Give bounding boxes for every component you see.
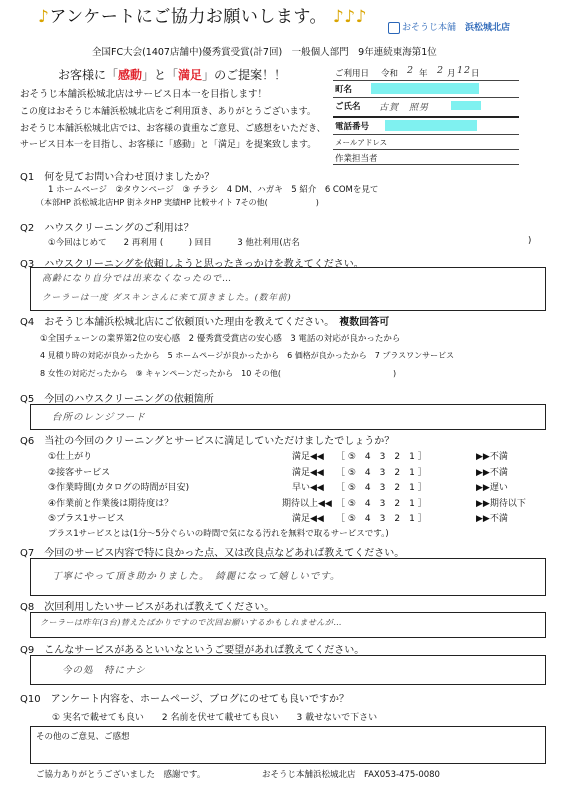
q4-question: Q4 おそうじ本舗浜松城北店にご依頼頂いた理由を教えてください。 複数回答可 [20, 317, 390, 328]
q2-options: ①今回はじめて 2 再利用 ( ) 回目 3 他社利用(店名 [48, 238, 300, 248]
q5-question: Q5 今回のハウスクリーニングの依頼箇所 [20, 394, 214, 405]
footer-thanks: ご協力ありがとうございました 感謝です。 [36, 770, 206, 780]
q7-answer: 丁寧にやって頂き助かりました。 綺麗になって嬉しいです。 [52, 571, 341, 582]
q6-rating-scale: ［ ⑤ 4 3 2 1 ］ [336, 514, 427, 524]
q4-options-1: ①全国チェーンの業界第2位の安心感 2 優秀賞受賞店の安心感 3 電話の対応が良かったから [40, 334, 401, 344]
q6-item-label: ①仕上がり [48, 452, 93, 462]
q6-rating-scale: ［ ⑤ 4 3 2 1 ］ [336, 467, 427, 478]
q6-left-label: 早い◀◀ [292, 483, 324, 493]
q4-options-2: 4 見積り時の対応が良かったから 5 ホームページが良かったから 6 価格が良かったから 7 プラスワンサービス [40, 351, 455, 360]
redaction-highlight [451, 101, 481, 110]
q6-question: Q6 当社の今回のクリーニングとサービスに満足していただけましたでしょうか？ [20, 436, 395, 447]
customer-info [333, 65, 519, 165]
q4-options-3: 8 女性の対応だったから ⑨ キャンペーンだったから 10 その他( ) [40, 369, 397, 378]
q8-question: Q8 次回利用したいサービスがあれば教えてください。 [20, 602, 275, 613]
q9-question: Q9 こんなサービスがあるといいなというご要望があれば教えてください。 [20, 645, 365, 656]
q2-close-paren: ) [528, 236, 532, 246]
award-line: 全国FC大会(1407店舗中)優秀賞受賞(計7回) 一般個人部門 9年連続東海第1位 [92, 47, 437, 58]
q6-left-label: 満足◀◀ [292, 514, 324, 524]
staff-row: 作業担当者 [333, 150, 519, 165]
q6-rating-scale: ［ ⑤ 4 3 2 1 ］ [336, 483, 427, 493]
intro-heading: お客様に「感動」と「満足」のご提案！！ [58, 68, 287, 82]
q6-note: プラス1サービスとは(1分～5分ぐらいの時間で気になる汚れを無料で取るサービスです。) [48, 529, 389, 539]
intro-line-3: この度はおそうじ本舗浜松城北店をご利用頂き、ありがとうございます。 [20, 107, 316, 117]
q6-right-label: ▶▶不満 [476, 514, 508, 524]
intro-line-4: おそうじ本舗浜松城北店では、お客様の貴重なご意見、ご感想をいただき、 [20, 124, 326, 134]
music-notes-icon: ♪♪♪ [332, 7, 367, 27]
q5-answer: 台所のレンジフード [52, 412, 146, 423]
footer-shop: おそうじ本舗浜松城北店 FAX053-475-0080 [262, 770, 440, 780]
redaction-highlight [371, 83, 479, 94]
q6-left-label: 満足◀◀ [292, 467, 324, 478]
q9-answer: 今の処 特にナシ [62, 665, 146, 676]
mail-row: メールアドレス [333, 135, 519, 150]
q6-item-label: ⑤プラス1サービス [48, 514, 125, 524]
q6-right-label: ▶▶不満 [476, 452, 508, 462]
town-row: 町名 [333, 81, 519, 98]
q6-item-label: ④作業前と作業後は期待度は？ [48, 498, 174, 509]
q6-left-label: 期待以上◀◀ [282, 498, 332, 509]
house-icon [388, 22, 400, 34]
q3-question: Q3 ハウスクリーニングを依頼しようと思ったきっかけを教えてください。 [20, 259, 364, 270]
q6-left-label: 満足◀◀ [292, 452, 324, 462]
q3-answer-line-2: クーラーは一度 ダスキンさんに来て頂きました。(数年前) [42, 293, 292, 303]
q10-question: Q10 アンケート内容を、ホームページ、ブログにのせても良いですか？ [20, 694, 350, 705]
q6-right-label: ▶▶不満 [476, 467, 508, 478]
q8-answer: クーラーは昨年(3台)替えたばかりですので次回お願いするかもしれませんが… [40, 618, 342, 627]
music-note-icon: ♪ [38, 7, 50, 27]
q1-question: Q1 何を見てお問い合わせ頂けましたか？ [20, 172, 215, 183]
q3-answer-line-1: 高齢になり自分では出来なくなったので… [42, 274, 233, 284]
q6-item-label: ③作業時間(カタログの時間が目安) [48, 483, 190, 493]
q7-question: Q7 今回のサービス内容で特に良かった点、又は改良点などあれば教えてください。 [20, 548, 405, 559]
q1-options: 1 ホームページ ②タウンページ ③ チラシ 4 DM、ハガキ 5 紹介 6 COMを見て [48, 185, 379, 195]
date-row: ご利用日 令和 2 年 2 月 12 日 [333, 65, 519, 81]
q2-question: Q2 ハウスクリーニングのご利用は？ [20, 223, 194, 234]
q6-right-label: ▶▶期待以下 [476, 498, 526, 509]
q6-rating-scale: ［ ⑤ 4 3 2 1 ］ [336, 498, 427, 509]
q1-sub-options: （本部HP 浜松城北店HP 街ネタHP 実績HP 比較サイト 7その他( ) [36, 198, 319, 207]
q6-item-label: ②接客サービス [48, 467, 111, 478]
q10-options: ① 実名で載せても良い 2 名前を伏せて載せても良い 3 載せないで下さい [52, 713, 378, 723]
q10-other-label: その他のご意見、ご感想 [36, 732, 130, 742]
intro-line-2: おそうじ本舗浜松城北店はサービス日本一を目指します！ [20, 89, 268, 100]
name-row: ご氏名 古賀 照男 [333, 98, 519, 118]
company-logo: おそうじ本舗 浜松城北店 [388, 20, 520, 36]
q6-rating-scale: ［ ⑤ 4 3 2 1 ］ [336, 452, 427, 462]
phone-row: 電話番号 [333, 118, 519, 135]
intro-line-5: サービス日本一を目指し、お客様に「感動」と「満足」を提案致します。 [20, 140, 317, 150]
q6-right-label: ▶▶遅い [476, 483, 508, 493]
survey-title: ♪アンケートにご協力お願いします。 ♪♪♪ [38, 7, 367, 27]
redaction-highlight [385, 120, 477, 131]
